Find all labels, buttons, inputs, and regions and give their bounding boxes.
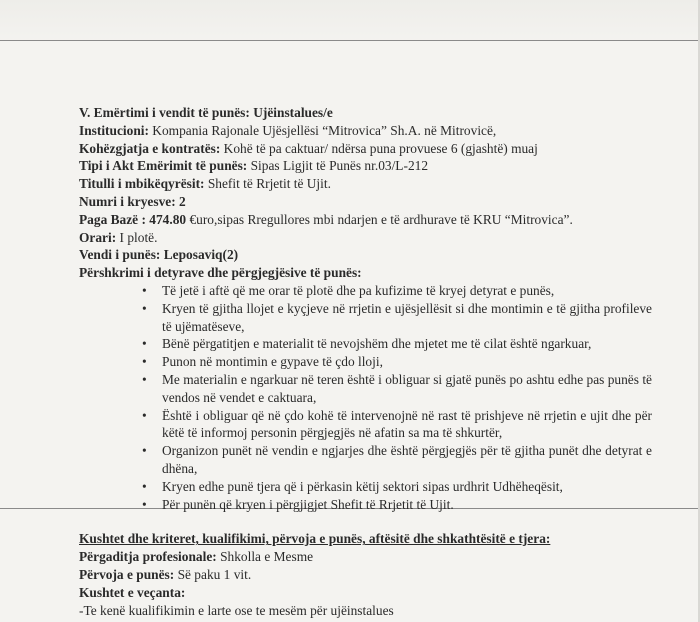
experience-value: Së paku 1 vit. (174, 566, 252, 582)
experience-line (79, 566, 679, 584)
salary-label: Paga Bazë : (79, 211, 146, 227)
education-value: Shkolla e Mesme (216, 549, 314, 565)
duty-text: Të jetë i aftë që me orar të plotë dhe pa kufizime të kryej detyrat e punës, (162, 282, 555, 298)
schedule-label: Orari: (79, 229, 117, 245)
institution-line (79, 122, 679, 140)
appointment-act-label: Tipi i Akt Emërimit të punës: (79, 158, 248, 174)
top-border-line (0, 40, 700, 41)
experience-label: Përvoja e punës: (79, 566, 175, 582)
education-label: Përgaditja profesionale: (79, 549, 217, 565)
duty-text: Punon në montimin e gypave të çdo lloji, (162, 354, 383, 370)
position-title-label: V. Emërtimi i vendit të punës: (79, 105, 250, 120)
duty-item (79, 335, 652, 353)
duty-text: Bënë përgatitjen e materialit të nevojshëm dhe mjetet me të cilat është ngarkuar, (162, 336, 592, 352)
schedule-line (79, 229, 679, 247)
executors-line (79, 193, 679, 211)
supervisor-label: Titulli i mbikëqyrësit: (79, 176, 205, 192)
supervisor-line (79, 175, 679, 193)
position-title-value: Ujëinstalues/e (249, 105, 333, 120)
bullet-icon: • (142, 300, 147, 316)
supervisor-value: Shefit të Rrjetit të Ujit. (204, 176, 331, 192)
salary-amount: 474.80 (145, 211, 187, 227)
special-conditions-value: -Te kenë kualifikimin e larte ose te mesëm për ujëinstalues (79, 602, 394, 618)
duty-text: Është i obliguar që në çdo kohë të intervenojnë në rast të prishjeve në rrjetin e ujit dhe për këtë të informoj personin përgjegjës në afatin sa ma të shkurtër, (162, 407, 652, 441)
contract-duration-value: Kohë të pa caktuar/ ndërsa puna provuese 6 (gjashtë) muaj (220, 140, 538, 156)
conditions-heading: Kushtet dhe kriteret, kualifikimi, përvoja e punës, aftësitë dhe shkathtësitë e tjera: (79, 531, 551, 547)
salary-line (79, 211, 679, 229)
executors-label: Numri i kryesve: (79, 193, 176, 209)
contract-duration-label: Kohëzgjatja e kontratës: (79, 140, 221, 156)
duty-item (79, 371, 652, 407)
work-location-label: Vendi i punës: (79, 247, 161, 263)
institution-value: Kompania Rajonale Ujësjellësi “Mitrovica” Sh.A. në Mitrovicë, (148, 122, 497, 138)
bullet-icon: • (142, 354, 147, 370)
section-gap (79, 513, 679, 530)
duties-list (79, 282, 679, 513)
duty-item (79, 442, 652, 478)
duty-item (79, 353, 652, 371)
special-conditions-label: Kushtet e veçanta: (79, 584, 186, 600)
work-location-line (79, 246, 679, 264)
bullet-icon: • (142, 496, 147, 512)
bullet-icon: • (142, 371, 147, 387)
appointment-act-line (79, 157, 679, 175)
bullet-icon: • (142, 443, 147, 459)
duty-text: Kryen të gjitha llojet e kyçjeve në rrjetin e ujësjellësit si dhe montimin e të gjitha profileve të ujëmatëseve, (162, 300, 652, 334)
education-line (79, 548, 679, 566)
duty-text: Me materialin e ngarkuar në teren është i obliguar si gjatë punës po ashtu edhe pas punës të vendos në vendet e caktuara, (162, 371, 652, 405)
duty-text: Kryen edhe punë tjera që i përkasin këtij sektori sipas urdhrit Udhëheqësit, (162, 478, 563, 494)
work-location-value: Leposaviq(2) (160, 247, 239, 263)
duties-heading: Përshkrimi i detyrave dhe përgjegjësive të punës: (79, 265, 362, 281)
duty-item (79, 300, 652, 336)
schedule-value: I plotë. (116, 229, 158, 245)
bullet-icon: • (142, 282, 147, 298)
bullet-icon: • (142, 336, 147, 352)
duty-item (79, 407, 652, 443)
contract-duration-line (79, 140, 679, 158)
executors-value: 2 (175, 193, 186, 209)
appointment-act-value: Sipas Ligjit të Punës nr.03/L-212 (247, 158, 429, 174)
duty-item (79, 496, 652, 514)
page-top-shade (0, 0, 700, 44)
duty-text: Për punën që kryen i përgjigjet Shefit të Rrjetit të Ujit. (162, 496, 454, 512)
salary-details: €uro,sipas Rregullores mbi ndarjen e të ardhurave të KRU “Mitrovica”. (186, 211, 573, 227)
duty-item (79, 478, 652, 496)
duty-text: Organizon punët në vendin e ngjarjes dhe është përgjegjës për të gjitha punët dhe detyrat e dhëna, (162, 443, 652, 476)
position-title-line (79, 104, 679, 122)
bullet-icon: • (142, 478, 147, 494)
bullet-icon: • (142, 407, 147, 423)
institution-label: Institucioni: (79, 122, 149, 138)
duty-item (79, 282, 652, 300)
job-description (79, 104, 679, 619)
